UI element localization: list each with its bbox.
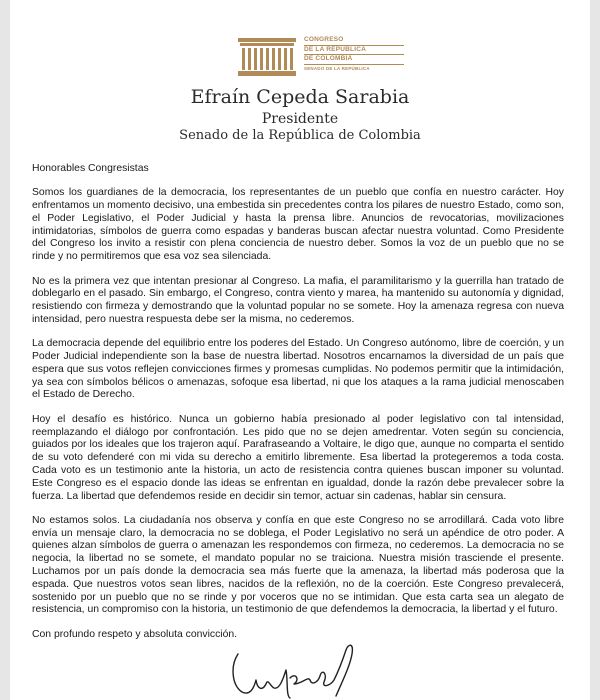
salutation: Honorables Congresistas xyxy=(32,163,149,174)
handwritten-signature xyxy=(224,636,374,700)
letter-paragraph: Hoy el desafío es histórico. Nunca un gobierno había presionado al poder legislativo con tal intensidad, reemplazando el diálogo por confrontación. Les pido que no se dejen amedrentar. Voten según su conciencia, guiados por los ideales que los trajeron aquí. Parafraseando a Voltaire, le digo que, aunque no comparta el sentido de su voto defenderé con mi vida su derecho a emitirlo libremente. Esa libertad la protegeremos a toda costa. Cada voto es un testimonio ante la historia, un acto de resistencia contra quienes buscan imponer su voluntad. Este Congreso es el espacio donde las ideas se enfrentan en igualdad, donde la razón debe prevalecer sobre la fuerza. La libertad que defendemos reside en decidir sin temor, actuar sin cadenas, hablar sin censura. xyxy=(32,413,564,502)
logo-line: DE LA REPÚBLICA xyxy=(304,46,404,56)
letter-paragraph: No es la primera vez que intentan presionar al Congreso. La mafia, el paramilitarismo y la guerrilla han tratado de doblegarlo en el pasado. Sin embargo, el Congreso, contra viento y marea, ha mantenido su autonomía y dignidad, resistiendo con firmeza y demostrando que la voluntad popular no se somete. Hoy la amenaza regresa con nueva intensidad, pero nuestra respuesta debe ser la misma, no cederemos. xyxy=(32,275,564,325)
logo-line: SENADO DE LA REPÚBLICA xyxy=(304,65,370,71)
signatory-name: Efraín Cepeda Sarabia xyxy=(190,86,410,108)
logo-line: CONGRESO xyxy=(304,36,404,46)
letter-body xyxy=(32,163,564,653)
signatory-role: Presidente xyxy=(261,111,339,127)
congress-logo xyxy=(238,32,398,78)
letter-page xyxy=(10,0,590,700)
capitol-building-icon xyxy=(238,38,296,76)
letter-paragraph: Somos los guardianes de la democracia, los representantes de un pueblo que confía en nuestro carácter. Hoy enfrentamos un momento decisivo, una embestida sin precedentes contra los pilares de nuestro Estado, como son, el Poder Legislativo, el Poder Judicial y hasta la prensa libre. Anuncios de revocatorias, movilizaciones intimidatorias, símbolos de guerra como espadas y banderas buscan afectar nuestra voluntad. Como Presidente del Congreso los invito a resistir con plena conciencia de nuestro deber. Somos la voz de un pueblo que no se rinde y no permitiremos que esa voz sea silenciada. xyxy=(32,187,564,263)
logo-line: DE COLOMBIA xyxy=(304,55,404,65)
letter-paragraph: La democracia depende del equilibrio entre los poderes del Estado. Un Congreso autónomo, libre de coerción, y un Poder Judicial independiente son la base de nuestra libertad. Nosotros encarnamos la diversidad de un país que espera que sus votos reflejen convicciones firmes y promesas cumplidas. No podemos permitir que la intimidación, ya sea con símbolos bélicos o amenazas, sofoque esa libertad, ni que los ataques a la rama judicial menoscaben el Estado de Derecho. xyxy=(32,338,564,401)
closing: Con profundo respeto y absoluta convicción. xyxy=(32,628,238,640)
signatory-organization: Senado de la República de Colombia xyxy=(179,128,421,143)
letter-paragraph: No estamos solos. La ciudadanía nos observa y confía en que este Congreso no se arrodillará. Cada voto libre envía un mensaje claro, la democracia no se doblega, el Poder Legislativo no será un apéndice de otro poder. A quienes alzan símbolos de guerra o amenazan les respondemos con firmeza, no cederemos. La democracia no se negocia, la libertad no se somete, el mandato popular no se traiciona. Nuestra misión trasciende el presente. Luchamos por un país donde la democracia sea más fuerte que la amenaza, la libertad más poderosa que la espada. Que nuestros votos sean libres, nacidos de la reflexión, no de la coerción. Este Congreso prevalecerá, sostenido por un pueblo que no se rinde y por voceros que no se intimidan. Que esta carta sea un alegato de resistencia, un compromiso con la historia, un testimonio de que defendemos la democracia, la libertad y el futuro. xyxy=(32,514,564,616)
